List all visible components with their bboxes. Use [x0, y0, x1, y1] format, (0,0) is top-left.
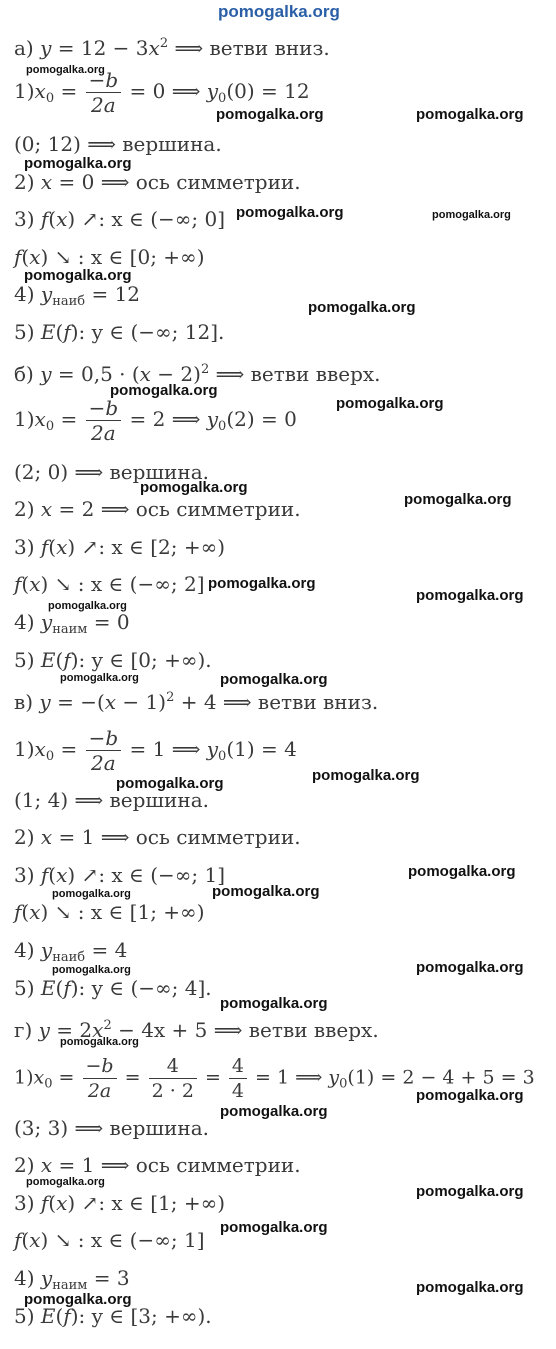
watermark-text: pomogalka.org: [220, 1219, 328, 1236]
part-a-decreasing: f(x) ↘ : x ∈ [0; +∞): [14, 245, 205, 269]
part-d-range: 5) E(f): y ∈ [3; +∞).: [14, 1304, 212, 1328]
part-b-axis: 2) x = 2 ⟹ ось симметрии.: [14, 497, 301, 521]
part-b-function: б) $y = 0,5 \cdot (x - 2)^2$ ⟹ ветви вверх.: [14, 362, 381, 386]
watermark-text: pomogalka.org: [208, 575, 316, 592]
part-c-function: в) $y = -(x - 1)^2 + 4$ ⟹ ветви вниз.: [14, 690, 379, 714]
part-b-range: 5) E(f): y ∈ [0; +∞).: [14, 648, 212, 672]
part-c-vertex-x: $1)x_0$ = $\frac{-b}{2a}$ = 1 ⟹ $y_0(1) = 4$: [14, 726, 297, 775]
watermark-text: pomogalka.org: [408, 863, 516, 880]
watermark-text: pomogalka.org: [336, 395, 444, 412]
watermark-text: pomogalka.org: [48, 600, 127, 612]
part-d-increasing: 3) f(x) ↗: x ∈ [1; +∞): [14, 1191, 226, 1215]
watermark-text: pomogalka.org: [416, 106, 524, 123]
part-c-max: 4) $y_{наиб} = 4$: [14, 938, 128, 965]
watermark-text: pomogalka.org: [220, 995, 328, 1012]
watermark-text: pomogalka.org: [26, 1176, 105, 1188]
part-b-min: 4) $y_{наим} = 0$: [14, 610, 130, 637]
watermark-text: pomogalka.org: [216, 106, 324, 123]
part-c-range: 5) E(f): y ∈ (−∞; 4].: [14, 976, 212, 1000]
watermark-text: pomogalka.org: [416, 1279, 524, 1296]
watermark-text: pomogalka.org: [24, 155, 132, 172]
watermark-text: pomogalka.org: [110, 382, 218, 399]
part-d-function: г) $y = 2x^2 - 4x + 5$ ⟹ ветви вверх.: [14, 1018, 379, 1042]
watermark-text: pomogalka.org: [312, 767, 420, 784]
part-c-vertex: (1; 4) ⟹ вершина.: [14, 788, 209, 812]
site-header-logo: pomogalka.org: [218, 2, 340, 21]
part-b-vertex-x: $1)x_0$ = $\frac{-b}{2a}$ = 2 ⟹ $y_0(2) = 0$: [14, 396, 297, 445]
watermark-text: pomogalka.org: [24, 267, 132, 284]
part-d-decreasing: f(x) ↘ : x ∈ (−∞; 1]: [14, 1228, 205, 1252]
watermark-text: pomogalka.org: [416, 959, 524, 976]
part-a-axis: 2) x = 0 ⟹ ось симметрии.: [14, 170, 301, 194]
watermark-text: pomogalka.org: [236, 204, 344, 221]
watermark-text: pomogalka.org: [220, 1103, 328, 1120]
watermark-text: pomogalka.org: [416, 587, 524, 604]
watermark-text: pomogalka.org: [60, 1036, 139, 1048]
watermark-text: pomogalka.org: [404, 491, 512, 508]
watermark-text: pomogalka.org: [416, 1183, 524, 1200]
part-a-increasing: 3) f(x) ↗: x ∈ (−∞; 0]: [14, 207, 226, 231]
watermark-text: pomogalka.org: [52, 964, 131, 976]
part-d-vertex: (3; 3) ⟹ вершина.: [14, 1116, 209, 1140]
part-d-min: 4) $y_{наим} = 3$: [14, 1266, 130, 1293]
part-a-range: 5) E(f): y ∈ (−∞; 12].: [14, 320, 225, 344]
watermark-text: pomogalka.org: [24, 1291, 132, 1308]
part-a-max: 4) $y_{наиб} = 12$: [14, 282, 141, 309]
part-a-vertex-x: $1)x_0$ = $\frac{-b}{2a}$ = 0 ⟹ $y_0(0) = 12$: [14, 68, 310, 117]
watermark-text: pomogalka.org: [116, 775, 224, 792]
part-d-axis: 2) x = 1 ⟹ ось симметрии.: [14, 1153, 301, 1177]
watermark-text: pomogalka.org: [308, 299, 416, 316]
part-b-vertex: (2; 0) ⟹ вершина.: [14, 460, 209, 484]
part-c-axis: 2) x = 1 ⟹ ось симметрии.: [14, 825, 301, 849]
part-a-function: а) $y = 12 - 3x^2$ ⟹ ветви вниз.: [14, 36, 330, 60]
part-c-decreasing: f(x) ↘ : x ∈ [1; +∞): [14, 900, 205, 924]
watermark-text: pomogalka.org: [52, 888, 131, 900]
watermark-text: pomogalka.org: [140, 479, 248, 496]
watermark-text: pomogalka.org: [60, 672, 139, 684]
part-d-vertex-x: $1)x_0$ = $\frac{-b}{2a}$ = $\frac{4}{2 \cdot 2}$ = $\frac{4}{4}$ = 1 ⟹ $y_0(1) = 2 - 4 + 5 = 3$: [14, 1055, 535, 1102]
watermark-text: pomogalka.org: [432, 209, 511, 221]
part-a-vertex: (0; 12) ⟹ вершина.: [14, 132, 222, 156]
watermark-text: pomogalka.org: [26, 64, 105, 76]
part-b-decreasing: f(x) ↘ : x ∈ (−∞; 2]: [14, 572, 205, 596]
part-c-increasing: 3) f(x) ↗: x ∈ (−∞; 1]: [14, 863, 226, 887]
watermark-text: pomogalka.org: [416, 1087, 524, 1104]
part-b-increasing: 3) f(x) ↗: x ∈ [2; +∞): [14, 535, 226, 559]
watermark-text: pomogalka.org: [220, 671, 328, 688]
watermark-text: pomogalka.org: [212, 883, 320, 900]
